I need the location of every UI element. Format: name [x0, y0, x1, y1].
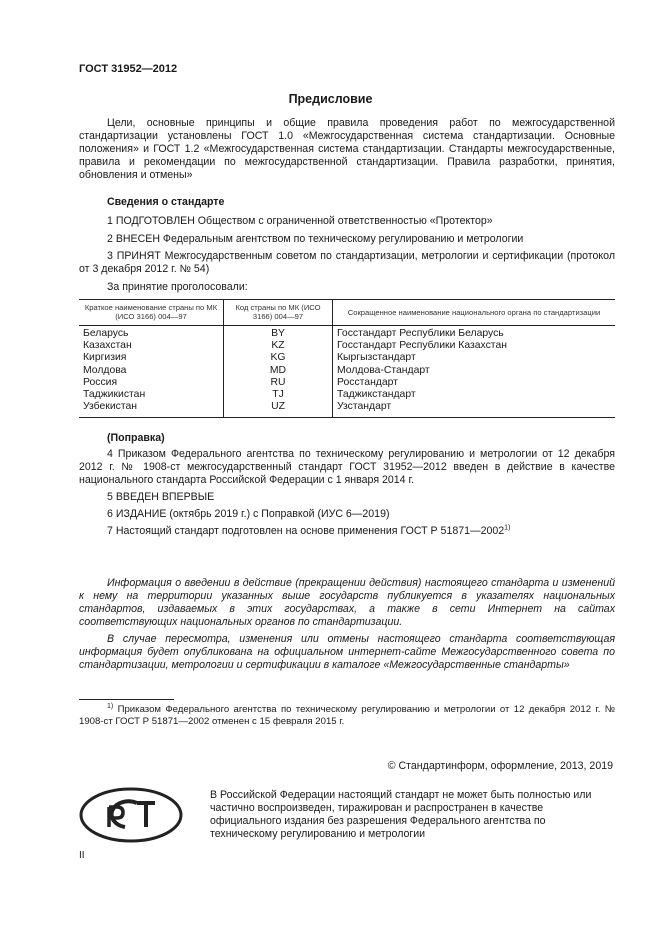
footnote-ref: 1) — [504, 524, 511, 532]
item-7 — [79, 525, 615, 538]
table-header-code: Код страны по МК (ИСО 3166) 004—97 — [224, 300, 333, 326]
table-row — [79, 326, 615, 341]
body-cell: Госстандарт Республики Беларусь — [333, 326, 616, 341]
code-cell: KZ — [224, 340, 333, 352]
item-3: 3 ПРИНЯТ Межгосударственным советом по стандартизации, метрологии и сертификации (протокол от 3 декабря 2012 г. № 54) — [79, 250, 615, 275]
table-row — [79, 401, 615, 418]
item-5: 5 ВВЕДЕН ВПЕРВЫЕ — [107, 491, 215, 503]
country-cell: Россия — [83, 376, 118, 388]
table-row — [79, 340, 615, 352]
table-row — [79, 389, 615, 401]
footnote-divider — [79, 699, 174, 700]
country-cell: Узбекистан — [79, 401, 224, 418]
about-heading: Сведения о стандарте — [107, 196, 225, 208]
voted-label: За принятие проголосовали: — [107, 281, 248, 293]
page-title: Предисловие — [288, 92, 373, 106]
code-cell: TJ — [224, 389, 333, 401]
country-cell: Таджикистан — [83, 389, 146, 401]
info-paragraph-1: Информация о введении в действие (прекращении действия) настоящего стандарта и изменений к нему на территории указанных выше государств публикуется в указателях национальных стандартов, издаваемых в этих государствах, а также в сети Интернет на сайтах соответствующих национальных органов по стандартизации. — [79, 577, 615, 628]
code-cell: BY — [224, 326, 333, 341]
country-cell: Молдова — [83, 364, 127, 376]
copyright: © Стандартинформ, оформление, 2013, 2019 — [387, 760, 613, 772]
item-4: 4 Приказом Федерального агентства по техническому регулированию и метрологии от 12 декабря 2012 г. № 1908-ст межгосударственный стандарт ГОСТ 31952—2012 введен в действие в качестве национального стандарта Российской Федерации с 1 января 2014 г. — [79, 448, 615, 486]
table-row — [79, 377, 615, 389]
table-header-country: Краткое наименование страны по МК (ИСО 3166) 004—97 — [79, 300, 224, 326]
body-cell: Молдова-Стандарт — [333, 365, 616, 377]
info-paragraph-2: В случае пересмотра, изменения или отмены настоящего стандарта соответствующая информация будет опубликована на официальном интернет-сайте Межгосударственного совета по стандартизации, метрологии и сертификации в каталоге «Межгосударственные стандарты» — [79, 633, 615, 671]
intro-paragraph: Цели, основные принципы и общие правила проведения работ по межгосударственной стандартизации установлены ГОСТ 1.0 «Межгосударственная система стандартизации. Основные положения» и ГОСТ 1.2 «Межгосударственная система стандартизации. Стандарты межгосударственные, правила и рекомендации по межгосударственной стандартизации. Правила разработки, принятия, обновления и отмены» — [79, 117, 615, 181]
country-cell: Беларусь — [83, 328, 129, 339]
item-2: 2 ВНЕСЕН Федеральным агентством по техническому регулированию и метрологии — [107, 233, 524, 245]
footnote-text: Приказом Федерального агентства по техническому регулированию и метрологии от 12 декабря 2012 г. № 1908-ст ГОСТ Р 51871—2002 отменен с 15 февраля 2015 г. — [79, 704, 615, 727]
code-cell: KG — [224, 352, 333, 364]
rights-notice: В Российской Федерации настоящий стандарт не может быть полностью или частично воспроизведен, тиражирован и распространен в качестве официального издания без разрешения Федерального агентства по техническому регулированию и метрологии — [210, 789, 592, 840]
country-cell: Киргизия — [83, 352, 127, 364]
countries-table — [79, 299, 615, 418]
document-header: ГОСТ 31952—2012 — [79, 63, 178, 75]
body-cell: Госстандарт Республики Казахстан — [333, 340, 616, 352]
item-1: 1 ПОДГОТОВЛЕН Обществом с ограниченной ответственностью «Протектор» — [107, 215, 493, 227]
body-cell: Росстандарт — [333, 377, 616, 389]
body-cell: Кыргызстандарт — [333, 352, 616, 364]
country-cell: Казахстан — [83, 340, 132, 352]
footnote-mark: 1) — [107, 702, 114, 710]
table-row — [79, 352, 615, 364]
table-row — [79, 365, 615, 377]
table-header-row — [79, 300, 615, 326]
code-cell: RU — [224, 377, 333, 389]
body-cell: Узстандарт — [333, 401, 616, 418]
code-cell: UZ — [224, 401, 333, 418]
item-7-text: 7 Настоящий стандарт подготовлен на основе применения ГОСТ Р 51871—2002 — [107, 525, 505, 537]
body-cell: Таджикстандарт — [333, 389, 616, 401]
table-header-body: Сокращенное наименование национального органа по стандартизации — [333, 300, 616, 326]
code-cell: MD — [224, 365, 333, 377]
page-number: II — [79, 850, 85, 861]
item-6: 6 ИЗДАНИЕ (октябрь 2019 г.) с Поправкой (ИУС 6—2019) — [107, 508, 390, 520]
amendment-label: (Поправка) — [107, 432, 165, 444]
gost-r-certification-mark-icon — [79, 787, 183, 843]
footnote — [79, 704, 615, 728]
